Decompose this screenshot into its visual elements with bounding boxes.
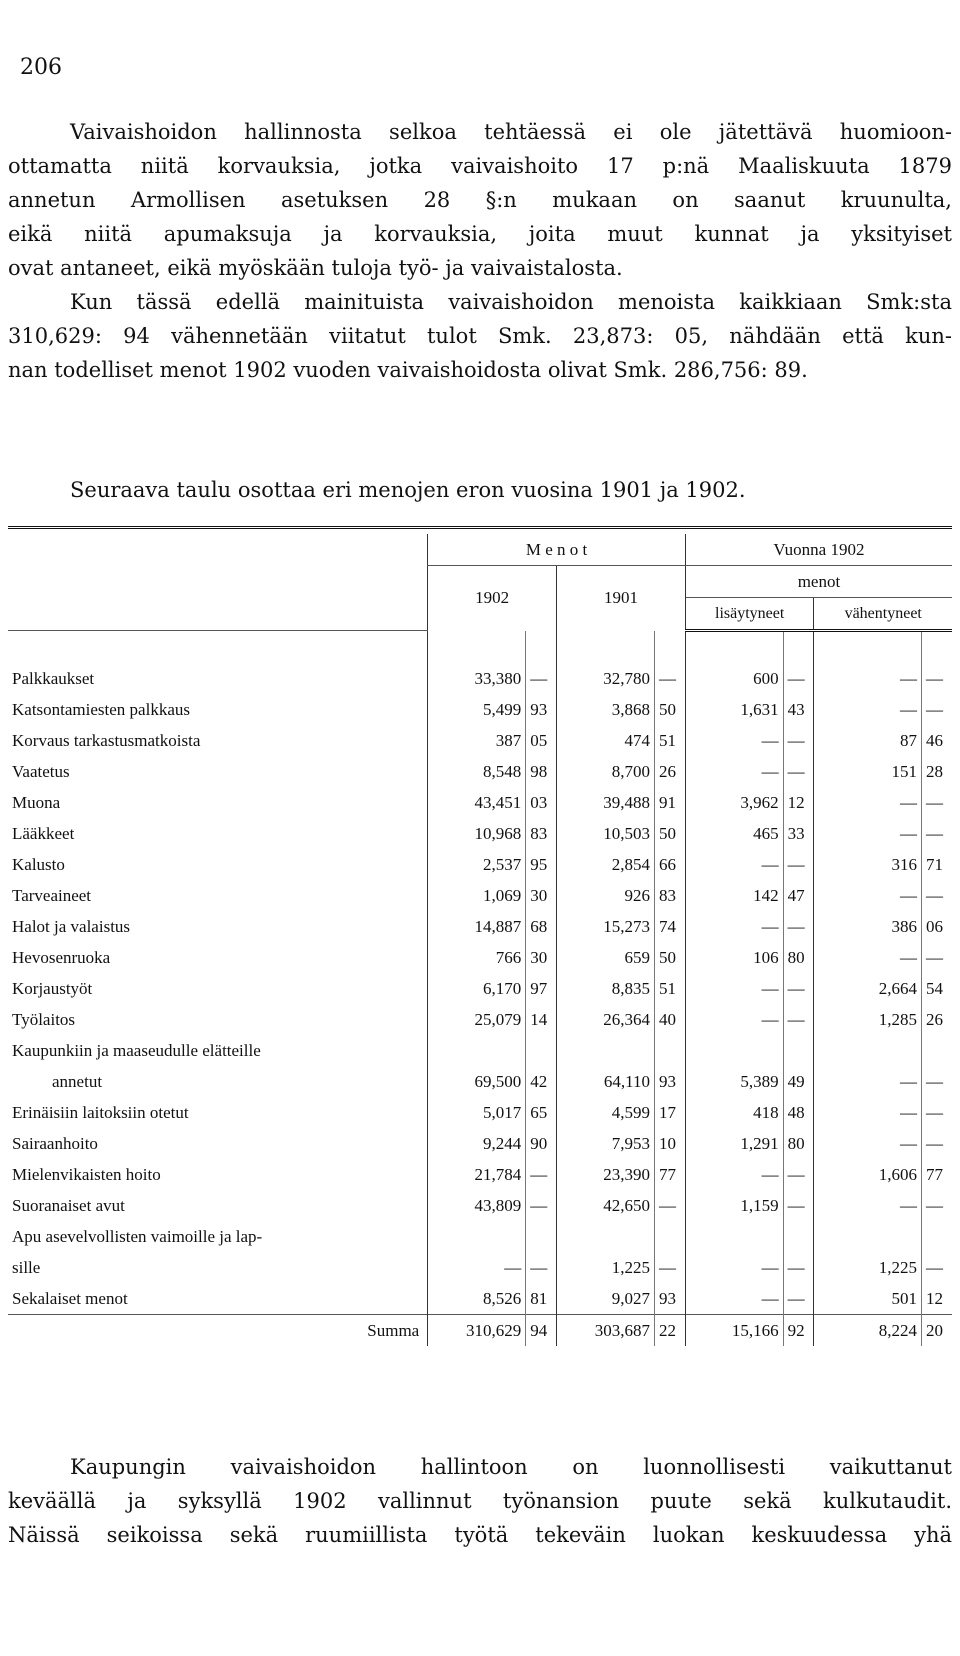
amount-penni: — xyxy=(922,1128,952,1159)
amount-markka: 926 xyxy=(557,880,655,911)
amount-penni: 26 xyxy=(655,756,686,787)
amount-penni: — xyxy=(783,849,814,880)
amount-penni: — xyxy=(783,1004,814,1035)
amount-penni: 77 xyxy=(922,1159,952,1190)
amount-markka xyxy=(557,1035,655,1066)
amount-penni: 93 xyxy=(655,1066,686,1097)
row-label: sille xyxy=(12,1257,41,1277)
amount-penni: — xyxy=(922,880,952,911)
amount-markka: — xyxy=(685,911,783,942)
amount-markka xyxy=(685,1221,783,1252)
amount-markka: — xyxy=(814,663,922,694)
amount-penni: 80 xyxy=(783,1128,814,1159)
amount-penni: 10 xyxy=(655,1128,686,1159)
amount-penni: — xyxy=(922,787,952,818)
amount-penni: 17 xyxy=(655,1097,686,1128)
amount-penni: 47 xyxy=(783,880,814,911)
amount-markka: 9,244 xyxy=(428,1128,526,1159)
amount-markka: 9,027 xyxy=(557,1283,655,1315)
amount-penni xyxy=(655,1035,686,1066)
amount-penni: 68 xyxy=(526,911,557,942)
amount-penni xyxy=(783,1221,814,1252)
amount-markka: 25,079 xyxy=(428,1004,526,1035)
amount-markka: 151 xyxy=(814,756,922,787)
amount-penni: 51 xyxy=(655,725,686,756)
amount-penni xyxy=(922,1035,952,1066)
amount-markka: 1,631 xyxy=(685,694,783,725)
intro-line: ottamatta niitä korvauksia, jotka vaivaishoito 17 p:nä Maaliskuuta 1879 xyxy=(8,154,952,178)
amount-penni: 94 xyxy=(526,1315,557,1347)
amount-penni: 22 xyxy=(655,1315,686,1347)
amount-markka: 1,291 xyxy=(685,1128,783,1159)
row-label: Mielenvikaisten hoito xyxy=(12,1164,161,1184)
amount-penni: 30 xyxy=(526,880,557,911)
amount-penni: 20 xyxy=(922,1315,952,1347)
amount-penni: 48 xyxy=(783,1097,814,1128)
header-1902: 1902 xyxy=(428,566,557,631)
amount-markka: 1,159 xyxy=(685,1190,783,1221)
row-label: Hevosenruoka xyxy=(12,947,111,967)
row-label: Katsontamiesten palkkaus xyxy=(12,699,190,719)
table-row xyxy=(8,880,952,911)
amount-markka: 303,687 xyxy=(557,1315,655,1347)
intro-paragraph xyxy=(8,115,952,387)
amount-penni: 06 xyxy=(922,911,952,942)
closing-line: keväällä ja syksyllä 1902 vallinnut työnansion puute sekä kulkutaudit. xyxy=(8,1489,952,1513)
amount-penni: 80 xyxy=(783,942,814,973)
amount-markka: — xyxy=(685,849,783,880)
amount-penni: 50 xyxy=(655,818,686,849)
row-label: Muona xyxy=(12,792,61,812)
amount-penni: — xyxy=(922,1097,952,1128)
amount-penni: — xyxy=(655,1190,686,1221)
amount-penni: 93 xyxy=(526,694,557,725)
amount-penni: 03 xyxy=(526,787,557,818)
table-row xyxy=(8,725,952,756)
table-row xyxy=(8,756,952,787)
amount-markka: 5,499 xyxy=(428,694,526,725)
label-header xyxy=(8,534,428,631)
sum-label: Summa xyxy=(8,1315,428,1347)
amount-markka: 659 xyxy=(557,942,655,973)
amount-penni: — xyxy=(783,973,814,1004)
amount-penni: — xyxy=(922,1066,952,1097)
amount-penni: — xyxy=(783,1252,814,1283)
row-label: Halot ja valaistus xyxy=(12,916,131,936)
amount-penni: 40 xyxy=(655,1004,686,1035)
amount-penni: 33 xyxy=(783,818,814,849)
amount-markka: 474 xyxy=(557,725,655,756)
amount-markka: 7,953 xyxy=(557,1128,655,1159)
closing-paragraph xyxy=(8,1450,952,1552)
table-row xyxy=(8,1283,952,1315)
header-vuonna-1902: Vuonna 1902 xyxy=(685,534,952,566)
intro-line: eikä niitä apumaksuja ja korvauksia, joita muut kunnat ja yksityiset xyxy=(8,222,952,246)
row-label: Vaatetus xyxy=(12,761,70,781)
amount-markka: — xyxy=(814,1066,922,1097)
amount-markka xyxy=(814,1221,922,1252)
row-label: Sairaanhoito xyxy=(12,1133,98,1153)
amount-penni: — xyxy=(526,663,557,694)
amount-markka: 3,962 xyxy=(685,787,783,818)
amount-markka: — xyxy=(685,1283,783,1315)
intro-line: Vaivaishoidon hallinnosta selkoa tehtäessä ei ole jätettävä huomioon- xyxy=(70,120,952,144)
amount-markka: 33,380 xyxy=(428,663,526,694)
amount-markka: 8,700 xyxy=(557,756,655,787)
amount-markka: 387 xyxy=(428,725,526,756)
amount-markka: — xyxy=(814,942,922,973)
amount-penni: — xyxy=(526,1252,557,1283)
intro-line: Kun tässä edellä mainituista vaivaishoidon menoista kaikkiaan Smk:sta xyxy=(70,290,952,314)
amount-markka: 8,224 xyxy=(814,1315,922,1347)
row-label: Lääkkeet xyxy=(12,823,75,843)
amount-markka xyxy=(557,1221,655,1252)
amount-penni xyxy=(655,1221,686,1252)
row-label: Kaupunkiin ja maaseudulle elätteille xyxy=(12,1040,261,1060)
amount-penni: 42 xyxy=(526,1066,557,1097)
row-label: Apu asevelvollisten vaimoille ja lap- xyxy=(12,1226,263,1246)
amount-penni: 83 xyxy=(655,880,686,911)
amount-markka: 4,599 xyxy=(557,1097,655,1128)
table-row xyxy=(8,973,952,1004)
amount-penni: 05 xyxy=(526,725,557,756)
amount-penni: 49 xyxy=(783,1066,814,1097)
amount-markka: — xyxy=(814,880,922,911)
amount-markka: 5,389 xyxy=(685,1066,783,1097)
amount-markka: 1,225 xyxy=(557,1252,655,1283)
table-caption: Seuraava taulu osottaa eri menojen eron vuosina 1901 ja 1902. xyxy=(70,478,746,502)
amount-markka: 8,835 xyxy=(557,973,655,1004)
amount-penni: — xyxy=(922,818,952,849)
amount-markka: 43,451 xyxy=(428,787,526,818)
amount-penni: 14 xyxy=(526,1004,557,1035)
amount-penni: 93 xyxy=(655,1283,686,1315)
row-label: Palkkaukset xyxy=(12,668,95,688)
table-row xyxy=(8,1066,952,1097)
intro-line: nan todelliset menot 1902 vuoden vaivaishoidosta olivat Smk. 286,756: 89. xyxy=(8,358,808,382)
amount-penni: — xyxy=(783,1283,814,1315)
amount-markka: 32,780 xyxy=(557,663,655,694)
table-row xyxy=(8,787,952,818)
row-label: Korjaustyöt xyxy=(12,978,93,998)
amount-markka: 418 xyxy=(685,1097,783,1128)
amount-penni: — xyxy=(783,911,814,942)
amount-penni xyxy=(783,1035,814,1066)
amount-markka: — xyxy=(685,725,783,756)
expenditure-table xyxy=(8,534,952,1346)
amount-markka: — xyxy=(814,1128,922,1159)
amount-penni: 91 xyxy=(655,787,686,818)
amount-penni: — xyxy=(783,1190,814,1221)
amount-markka xyxy=(814,1035,922,1066)
amount-penni: 50 xyxy=(655,694,686,725)
amount-penni: 66 xyxy=(655,849,686,880)
closing-line: Kaupungin vaivaishoidon hallintoon on luonnollisesti vaikuttanut xyxy=(70,1455,952,1479)
table-top-rule xyxy=(8,526,952,529)
amount-penni: 26 xyxy=(922,1004,952,1035)
amount-markka: — xyxy=(814,1097,922,1128)
amount-markka: 42,650 xyxy=(557,1190,655,1221)
amount-markka: 465 xyxy=(685,818,783,849)
amount-markka: 6,170 xyxy=(428,973,526,1004)
amount-markka: 8,548 xyxy=(428,756,526,787)
row-label: Erinäisiin laitoksiin otetut xyxy=(12,1102,189,1122)
amount-markka: 21,784 xyxy=(428,1159,526,1190)
table-row xyxy=(8,1097,952,1128)
amount-penni: 43 xyxy=(783,694,814,725)
amount-markka: 1,285 xyxy=(814,1004,922,1035)
table-row xyxy=(8,849,952,880)
amount-markka: 106 xyxy=(685,942,783,973)
amount-penni: 77 xyxy=(655,1159,686,1190)
amount-penni: — xyxy=(655,1252,686,1283)
row-label: annetut xyxy=(52,1071,103,1091)
amount-penni: 12 xyxy=(783,787,814,818)
header-sub-menot: menot xyxy=(685,566,952,598)
amount-markka xyxy=(428,1035,526,1066)
amount-penni: 28 xyxy=(922,756,952,787)
amount-markka: 5,017 xyxy=(428,1097,526,1128)
header-vahentyneet: vähentyneet xyxy=(814,598,952,631)
amount-penni: 65 xyxy=(526,1097,557,1128)
intro-line: ovat antaneet, eikä myöskään tuloja työ- ja vaivaistalosta. xyxy=(8,256,623,280)
amount-markka: — xyxy=(814,818,922,849)
table-row xyxy=(8,1221,952,1252)
amount-markka: — xyxy=(685,1252,783,1283)
amount-penni: — xyxy=(783,725,814,756)
row-label: Työlaitos xyxy=(12,1009,76,1029)
amount-markka: — xyxy=(685,973,783,1004)
amount-penni: — xyxy=(655,663,686,694)
amount-markka xyxy=(428,1221,526,1252)
table-row xyxy=(8,1190,952,1221)
amount-penni: 74 xyxy=(655,911,686,942)
page-number: 206 xyxy=(20,55,62,80)
amount-markka: 8,526 xyxy=(428,1283,526,1315)
table-row xyxy=(8,694,952,725)
amount-markka: 310,629 xyxy=(428,1315,526,1347)
amount-markka: 1,225 xyxy=(814,1252,922,1283)
amount-markka: 10,503 xyxy=(557,818,655,849)
table-row xyxy=(8,1252,952,1283)
intro-line: annetun Armollisen asetuksen 28 §:n mukaan on saanut kruunulta, xyxy=(8,188,952,212)
amount-penni: — xyxy=(783,663,814,694)
header-1901: 1901 xyxy=(557,566,686,631)
table-row xyxy=(8,1004,952,1035)
amount-penni: — xyxy=(922,1252,952,1283)
amount-penni: 98 xyxy=(526,756,557,787)
amount-penni: 97 xyxy=(526,973,557,1004)
amount-penni: — xyxy=(783,756,814,787)
amount-penni: — xyxy=(783,1159,814,1190)
amount-markka: 316 xyxy=(814,849,922,880)
amount-markka: 2,664 xyxy=(814,973,922,1004)
amount-penni: 95 xyxy=(526,849,557,880)
amount-penni xyxy=(526,1035,557,1066)
amount-penni xyxy=(526,1221,557,1252)
row-label: Sekalaiset menot xyxy=(12,1288,128,1308)
amount-markka: — xyxy=(814,787,922,818)
amount-penni: — xyxy=(922,663,952,694)
amount-penni: 51 xyxy=(655,973,686,1004)
amount-penni: 30 xyxy=(526,942,557,973)
table-row xyxy=(8,1035,952,1066)
amount-markka: 43,809 xyxy=(428,1190,526,1221)
amount-penni: 90 xyxy=(526,1128,557,1159)
amount-penni: 50 xyxy=(655,942,686,973)
sum-row xyxy=(8,1315,952,1347)
amount-markka: — xyxy=(685,1004,783,1035)
amount-penni: — xyxy=(526,1190,557,1221)
row-label: Tarveaineet xyxy=(12,885,92,905)
amount-markka: — xyxy=(428,1252,526,1283)
amount-markka: 87 xyxy=(814,725,922,756)
amount-markka: 2,537 xyxy=(428,849,526,880)
amount-markka: — xyxy=(685,756,783,787)
amount-markka: — xyxy=(814,1190,922,1221)
amount-penni: 92 xyxy=(783,1315,814,1347)
amount-penni: — xyxy=(922,1190,952,1221)
amount-markka: 386 xyxy=(814,911,922,942)
amount-markka: 15,273 xyxy=(557,911,655,942)
amount-penni: 46 xyxy=(922,725,952,756)
amount-markka xyxy=(685,1035,783,1066)
amount-markka: 600 xyxy=(685,663,783,694)
table-row xyxy=(8,1128,952,1159)
amount-markka: 69,500 xyxy=(428,1066,526,1097)
amount-penni: 54 xyxy=(922,973,952,1004)
amount-markka: 15,166 xyxy=(685,1315,783,1347)
amount-markka: 26,364 xyxy=(557,1004,655,1035)
amount-markka: 10,968 xyxy=(428,818,526,849)
amount-markka: 64,110 xyxy=(557,1066,655,1097)
table-row xyxy=(8,911,952,942)
amount-markka: 3,868 xyxy=(557,694,655,725)
amount-markka: 39,488 xyxy=(557,787,655,818)
header-lisaytyneet: lisäytyneet xyxy=(685,598,814,631)
amount-markka: — xyxy=(685,1159,783,1190)
row-label: Korvaus tarkastusmatkoista xyxy=(12,730,201,750)
amount-penni: 83 xyxy=(526,818,557,849)
table-row xyxy=(8,663,952,694)
table-row xyxy=(8,1159,952,1190)
intro-line: 310,629: 94 vähennetään viitatut tulot Smk. 23,873: 05, nähdään että kun- xyxy=(8,324,952,348)
amount-markka: — xyxy=(814,694,922,725)
amount-penni: — xyxy=(922,694,952,725)
amount-penni: 81 xyxy=(526,1283,557,1315)
row-label: Kalusto xyxy=(12,854,65,874)
closing-line: Näissä seikoissa sekä ruumiillista työtä tekeväin luokan keskuudessa yhä xyxy=(8,1523,952,1547)
amount-markka: 1,069 xyxy=(428,880,526,911)
amount-penni: — xyxy=(526,1159,557,1190)
table-row xyxy=(8,942,952,973)
amount-markka: 1,606 xyxy=(814,1159,922,1190)
amount-penni: 12 xyxy=(922,1283,952,1315)
row-label: Suoranaiset avut xyxy=(12,1195,125,1215)
amount-markka: 14,887 xyxy=(428,911,526,942)
amount-markka: 2,854 xyxy=(557,849,655,880)
amount-markka: 23,390 xyxy=(557,1159,655,1190)
amount-markka: 766 xyxy=(428,942,526,973)
amount-markka: 501 xyxy=(814,1283,922,1315)
amount-penni: — xyxy=(922,942,952,973)
amount-penni xyxy=(922,1221,952,1252)
header-menot: M e n o t xyxy=(428,534,686,566)
table-row xyxy=(8,818,952,849)
amount-markka: 142 xyxy=(685,880,783,911)
amount-penni: 71 xyxy=(922,849,952,880)
